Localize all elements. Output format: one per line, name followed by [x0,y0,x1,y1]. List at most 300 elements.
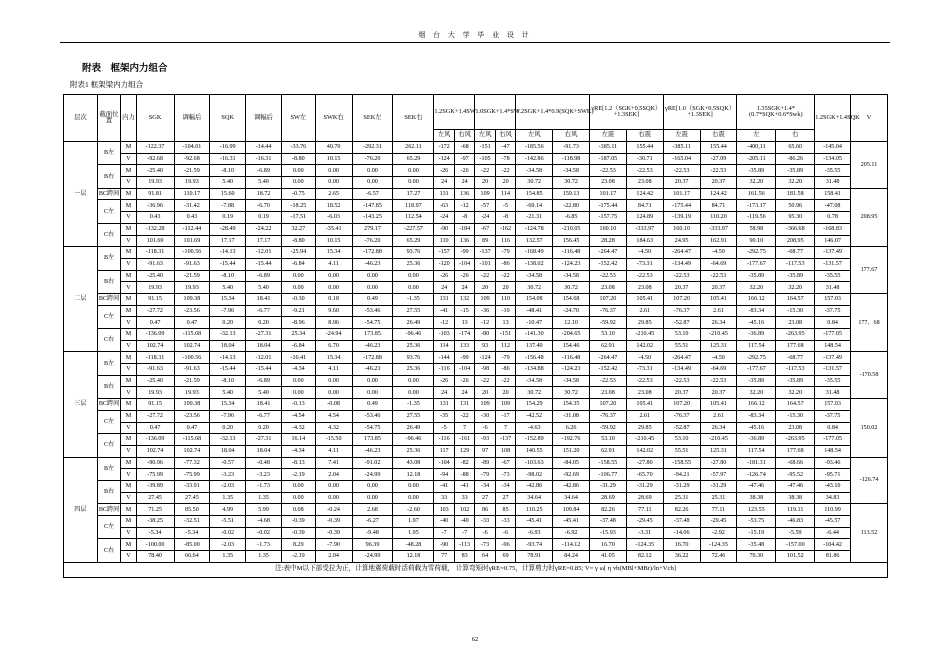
subheader-cell: 右风 [553,130,590,142]
value-cell: 17.27 [393,188,434,200]
value-cell: 16.70 [663,539,700,551]
value-cell: -57 [475,200,495,212]
value-cell: 15.34 [315,352,352,364]
table-row [64,352,888,364]
force-type-cell: V [121,551,136,563]
value-cell: -45.57 [815,516,851,528]
value-cell: -139.19 [663,212,700,224]
value-cell: -15.44 [210,258,246,270]
value-cell: -152.42 [590,364,627,376]
value-cell: 16.14 [281,434,315,446]
force-type-cell: M [121,352,136,364]
force-type-cell: V [121,153,136,165]
value-cell: 109.38 [174,293,210,305]
value-cell: 20.37 [663,177,700,189]
value-cell: 65.29 [393,235,434,247]
value-cell: -6.93 [516,527,553,539]
value-cell: 184.63 [626,235,663,247]
force-type-cell: M [121,434,136,446]
value-cell: -33.91 [174,480,210,492]
value-cell: -162 [495,223,515,235]
value-cell: -0.02 [246,527,282,539]
value-cell: -2.19 [281,551,315,563]
value-cell: -104.42 [815,539,851,551]
value-cell: 18.41 [246,293,282,305]
value-cell: -76.20 [352,153,393,165]
value-cell: -73.31 [626,364,663,376]
table-row [64,293,888,305]
value-cell: -6.92 [553,527,590,539]
value-cell: -31.29 [590,480,627,492]
value-cell: -114.12 [553,539,590,551]
value-cell: -7.88 [210,200,246,212]
value-cell: -0.39 [315,527,352,539]
force-type-cell: M [121,410,136,422]
value-cell: -22.53 [626,375,663,387]
value-cell: 110 [434,235,454,247]
value-cell: -92.68 [174,153,210,165]
value-cell: 23.08 [626,387,663,399]
value-cell: -34.58 [516,270,553,282]
value-cell: -14.13 [210,352,246,364]
value-cell: 62.91 [590,340,627,352]
value-cell: 177.68 [776,445,815,457]
value-cell: -64.69 [700,258,737,270]
value-cell: 84.24 [553,551,590,563]
value-cell: -22.53 [626,165,663,177]
value-cell: -35.89 [776,375,815,387]
v-design-cell: -126.74 [851,457,888,504]
value-cell: -30 [475,410,495,422]
value-cell: -32.51 [174,516,210,528]
value-cell: 0.00 [281,387,315,399]
value-cell: -35.89 [737,375,776,387]
value-cell: -5 [495,200,515,212]
value-cell: -6.84 [281,258,315,270]
value-cell: -83.34 [737,305,776,317]
value-cell: 0.84 [815,422,851,434]
section-position-cell: B右 [97,165,121,188]
value-cell: -1.73 [246,539,282,551]
force-type-cell: V [121,177,136,189]
value-cell: -76.37 [590,410,627,422]
value-cell: -161 [454,434,474,446]
value-cell: -65.70 [626,469,663,481]
value-cell: 15.34 [210,293,246,305]
force-type-cell: M [121,399,136,411]
value-cell: 118.97 [393,200,434,212]
value-cell: 109.84 [553,504,590,516]
col-sek-right: SEK右 [393,95,434,142]
value-cell: -7.90 [315,539,352,551]
value-cell: 0.00 [352,270,393,282]
table-note: 注:表中M以下部受拉为正，计算地震荷载时活荷载为雪荷载， 计算弯矩时γRE=0.75，计算剪力时γRE=0.85; V= γ ω[ η vb(MBl+MBr)/ln+Vcb] [64,562,888,577]
value-cell: 155.44 [626,142,663,154]
value-cell: -88 [454,469,474,481]
value-cell: -124.35 [700,539,737,551]
value-cell: -26 [454,165,474,177]
value-cell: -0.08 [315,399,352,411]
value-cell: 53.10 [590,434,627,446]
value-cell: 55.51 [663,340,700,352]
value-cell: -35.89 [737,165,776,177]
value-cell: -46.23 [352,445,393,457]
value-cell: -34.58 [553,375,590,387]
value-cell: -35.55 [815,165,851,177]
value-cell: 18.72 [246,188,282,200]
value-cell: 27.45 [174,492,210,504]
table-body [64,142,888,563]
value-cell: -136.09 [136,434,174,446]
value-cell: -91.63 [136,364,174,376]
value-cell: -22.53 [590,165,627,177]
value-cell: 0.00 [393,387,434,399]
value-cell: -124.35 [626,539,663,551]
value-cell: -6.89 [246,375,282,387]
value-cell: 0.84 [815,317,851,329]
value-cell: -117.53 [776,258,815,270]
value-cell: -25.40 [136,270,174,282]
value-cell: 29.85 [626,317,663,329]
value-cell: 91.81 [136,188,174,200]
force-type-cell: V [121,364,136,376]
value-cell: -2.60 [393,504,434,516]
value-cell: -31.29 [626,480,663,492]
value-cell: -147.85 [352,200,393,212]
value-cell: 77.11 [700,504,737,516]
value-cell: -0.24 [315,504,352,516]
value-cell: 27 [495,492,515,504]
value-cell: -4.50 [700,352,737,364]
value-cell: 15.34 [315,247,352,259]
value-cell: 5.40 [210,177,246,189]
value-cell: -100.56 [174,247,210,259]
table-row [64,504,888,516]
value-cell: 86 [475,504,495,516]
value-cell: -6 [495,527,515,539]
value-cell: -116.48 [553,247,590,259]
value-cell: 55.51 [663,445,700,457]
value-cell: 18.04 [210,340,246,352]
value-cell: -104 [454,258,474,270]
value-cell: -168.49 [516,247,553,259]
table-row [64,492,888,504]
value-cell: 34.64 [516,492,553,504]
value-cell: -116 [434,364,454,376]
value-cell: 78.91 [516,551,553,563]
value-cell: -78 [495,153,515,165]
value-cell: 1.95 [393,527,434,539]
value-cell: -27.80 [700,457,737,469]
value-cell: -21.59 [174,375,210,387]
value-cell: -37.48 [663,516,700,528]
value-cell: -35.48 [737,539,776,551]
col-combo-2: 1.0SGK+1.4*SW [475,95,516,130]
value-cell: -385.11 [663,142,700,154]
page-number: 62 [471,636,479,643]
value-cell: 38.38 [737,492,776,504]
force-type-cell: V [121,422,136,434]
value-cell: 5.40 [246,177,282,189]
value-cell: 12.18 [393,551,434,563]
value-cell: -116 [434,434,454,446]
value-cell: -68.66 [776,457,815,469]
value-cell: -22.53 [590,270,627,282]
table-row [64,387,888,399]
value-cell: 34.83 [815,492,851,504]
value-cell: 30.72 [516,177,553,189]
value-cell: 0.00 [352,387,393,399]
value-cell: -45.41 [553,516,590,528]
value-cell: -26 [434,375,454,387]
value-cell: 77.11 [626,504,663,516]
value-cell: 146.07 [815,235,851,247]
value-cell: 107.20 [663,399,700,411]
value-cell: 26.49 [393,422,434,434]
value-cell: 132 [454,293,474,305]
value-cell: -40 [454,516,474,528]
value-cell: -98.02 [516,469,553,481]
value-cell: 82.12 [626,551,663,563]
value-cell: 0.00 [315,165,352,177]
value-cell: -27.31 [246,329,282,341]
value-cell: -103 [434,329,454,341]
value-cell: -6.03 [315,212,352,224]
table-row [64,399,888,411]
value-cell: -4.50 [626,352,663,364]
value-cell: -8.80 [281,153,315,165]
value-cell: -33 [475,516,495,528]
value-cell: 27 [475,492,495,504]
value-cell: 131 [434,293,454,305]
section-position-cell: C右 [97,539,121,562]
value-cell: 29.85 [626,422,663,434]
value-cell: -35.89 [776,165,815,177]
value-cell: -52.87 [663,317,700,329]
value-cell: 24 [434,387,454,399]
value-cell: -22.80 [553,200,590,212]
value-cell: 26.49 [393,317,434,329]
value-cell: -227.57 [393,223,434,235]
value-cell: -36.89 [737,434,776,446]
force-type-cell: V [121,340,136,352]
value-cell: 0.20 [246,317,282,329]
table-row [64,539,888,551]
value-cell: -16.31 [246,153,282,165]
value-cell: -105 [475,153,495,165]
value-cell: -205.11 [737,153,776,165]
value-cell: -24.94 [315,329,352,341]
value-cell: 12.18 [393,469,434,481]
value-cell: 17.17 [246,235,282,247]
value-cell: 32.27 [281,223,315,235]
subheader-cell: 左 [737,130,776,142]
value-cell: 91.15 [136,293,174,305]
value-cell: 4.54 [315,410,352,422]
value-cell: 0.00 [393,165,434,177]
value-cell: -172.88 [352,352,393,364]
value-cell: 105.41 [700,399,737,411]
force-type-cell: V [121,387,136,399]
value-cell: -35.55 [815,270,851,282]
value-cell: 26.34 [700,317,737,329]
value-cell: 131 [454,399,474,411]
value-cell: -132.28 [136,223,174,235]
value-cell: 0.00 [393,375,434,387]
section-position-cell: BC跨间 [97,504,121,516]
value-cell: -24 [434,212,454,224]
value-cell: -6.57 [352,188,393,200]
value-cell: -67 [475,223,495,235]
value-cell: -9.48 [352,527,393,539]
value-cell: -99 [454,352,474,364]
value-cell: -2.03 [210,539,246,551]
value-cell: 103 [434,504,454,516]
value-cell: -144 [434,352,454,364]
value-cell: 72.46 [700,551,737,563]
value-cell: 53.10 [590,329,627,341]
value-cell: -6.85 [553,212,590,224]
value-cell: 173.85 [352,329,393,341]
value-cell: -7 [454,527,474,539]
value-cell: 15.34 [210,399,246,411]
value-cell: 2.04 [315,551,352,563]
value-cell: 7 [454,422,474,434]
subheader-cell: 右震 [626,130,663,142]
value-cell: -47.08 [815,200,851,212]
value-cell: -263.95 [776,329,815,341]
table-row [64,317,888,329]
value-cell: 102.74 [174,445,210,457]
value-cell: -77.32 [174,457,210,469]
value-cell: 20.37 [700,177,737,189]
value-cell: -210.45 [626,329,663,341]
value-cell: -137.49 [815,247,851,259]
value-cell: -32.13 [210,434,246,446]
value-cell: -8.10 [210,165,246,177]
value-cell: 117.54 [737,445,776,457]
section-position-cell: B右 [97,375,121,398]
value-cell: 96.39 [352,539,393,551]
value-cell: -124.23 [553,258,590,270]
value-cell: -31.42 [174,200,210,212]
value-cell: 23.08 [776,422,815,434]
value-cell: 19.93 [136,282,174,294]
value-cell: 0.20 [246,422,282,434]
value-cell: 123.55 [737,504,776,516]
value-cell: 0.00 [352,165,393,177]
value-cell: -5.34 [136,527,174,539]
value-cell: -5.51 [210,516,246,528]
value-cell: 70.30 [737,551,776,563]
value-cell: 28.69 [590,492,627,504]
table-row [64,247,888,259]
table-row [64,235,888,247]
value-cell: -52.87 [663,422,700,434]
value-cell: -12 [475,317,495,329]
value-cell: 32.20 [737,387,776,399]
value-cell: -137 [495,434,515,446]
col-sek-left: SEK左 [352,95,393,142]
force-type-cell: M [121,329,136,341]
value-cell: -22.53 [663,165,700,177]
value-cell: -115.68 [174,329,210,341]
value-cell: -2.92 [700,527,737,539]
value-cell: -26 [434,270,454,282]
value-cell: -75.99 [174,469,210,481]
value-cell: -45.16 [737,422,776,434]
table-row [64,480,888,492]
col-adjusted-1: 调幅后 [174,95,210,142]
value-cell: 12.10 [553,317,590,329]
value-cell: 166.12 [737,399,776,411]
value-cell: -6.77 [246,410,282,422]
value-cell: -15.44 [246,364,282,376]
col-combo-1: 1.2SGK+1.4SW [434,95,475,130]
value-cell: -16.41 [281,352,315,364]
force-type-cell: M [121,223,136,235]
value-cell: -46.83 [776,516,815,528]
value-cell: -32.13 [210,329,246,341]
value-cell: -23.56 [174,305,210,317]
value-cell: 7.41 [315,457,352,469]
value-cell: -40 [434,516,454,528]
value-cell: -103.63 [516,457,553,469]
col-combo-7: 1.2SGK+1.4SQK [815,95,851,142]
value-cell: 1.35 [210,551,246,563]
value-cell: 20.37 [663,387,700,399]
value-cell: -0.57 [210,457,246,469]
page-header: 烟 台 大 学 毕 业 设 计 [418,31,532,39]
value-cell: 136 [454,188,474,200]
value-cell: -24.22 [246,223,282,235]
col-combo-6: 1.35SGK+1.4*(0.7*SQK+0.6*Swk) [737,95,815,130]
value-cell: -124 [475,352,495,364]
value-cell: -86.26 [776,153,815,165]
value-cell: 24 [454,177,474,189]
value-cell: -6.70 [246,200,282,212]
subheader-cell: 左风 [434,130,454,142]
value-cell: 2.61 [700,305,737,317]
value-cell: 102.74 [136,340,174,352]
value-cell: -17.51 [281,212,315,224]
value-cell: 65.29 [393,153,434,165]
value-cell: 81.86 [815,551,851,563]
table-row [64,527,888,539]
value-cell: -15.19 [737,527,776,539]
value-cell: -21.59 [174,270,210,282]
value-cell: 112 [495,340,515,352]
value-cell: 28.28 [590,235,627,247]
value-cell: 25.36 [393,258,434,270]
value-cell: -36.96 [136,200,174,212]
value-cell: 114 [495,188,515,200]
value-cell: -264.47 [663,352,700,364]
value-cell: -366.68 [776,223,815,235]
value-cell: -64.69 [700,364,737,376]
value-cell: 23.08 [626,177,663,189]
force-type-cell: M [121,142,136,154]
value-cell: 85.50 [174,504,210,516]
value-cell: -27.80 [626,457,663,469]
v-design-cell: 208.95 [851,188,888,246]
value-cell: -25.94 [281,247,315,259]
value-cell: 85 [495,504,515,516]
value-cell: 69 [495,551,515,563]
col-adjusted-2: 调幅后 [246,95,282,142]
value-cell: 0.08 [281,504,315,516]
value-cell: 38.38 [776,492,815,504]
